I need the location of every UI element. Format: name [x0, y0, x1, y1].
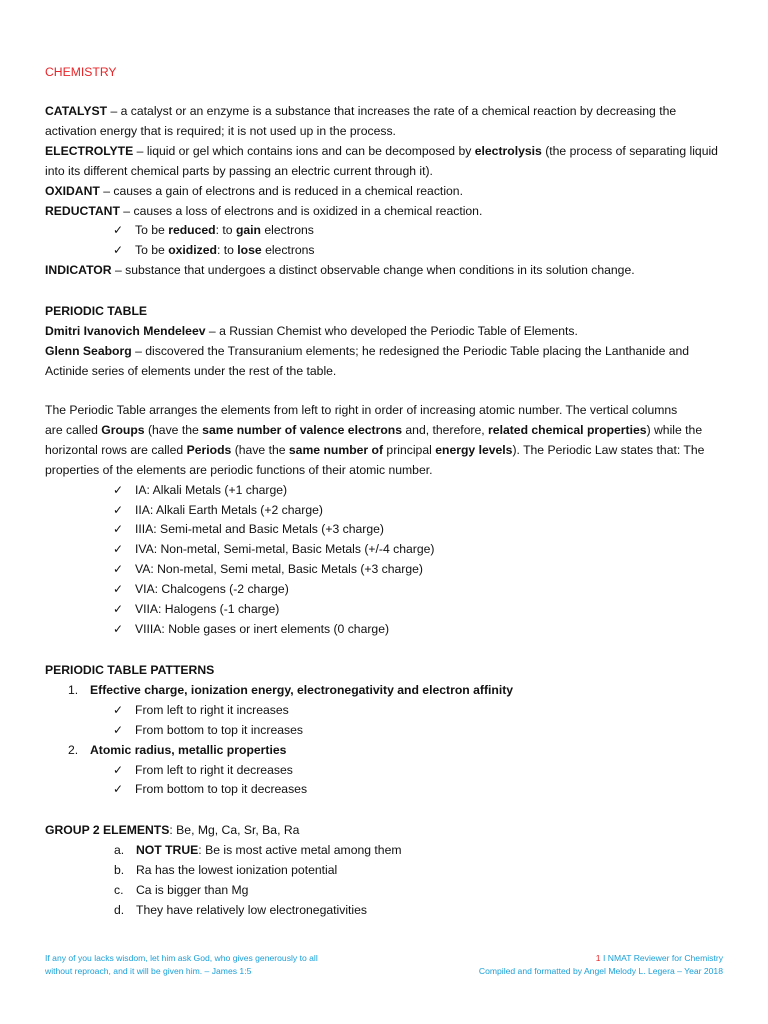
check-icon: ✓ — [113, 223, 124, 238]
seaborg-line-2: Actinide series of elements under the rest of the table. — [45, 363, 337, 378]
group-item: ✓ VIIIA: Noble gases or inert elements (0 charge) — [45, 620, 730, 640]
check-icon: ✓ — [113, 542, 124, 557]
footer-compiled: Compiled and formatted by Angel Melody L. Legera – Year 2018 — [478, 966, 723, 977]
periodic-table-section — [45, 302, 730, 382]
definitions-section — [45, 102, 730, 281]
group-item: ✓ VA: Non-metal, Semi metal, Basic Metals (+3 charge) — [45, 560, 730, 580]
check-icon: ✓ — [113, 482, 124, 497]
check-icon: ✓ — [113, 562, 124, 577]
catalyst-line-2: activation energy that is required; it is not used up in the process. — [45, 123, 396, 138]
electrolyte-line-1: ELECTROLYTE – liquid or gel which contains ions and can be decomposed by electrolysis (the process of separating liquid — [45, 143, 718, 158]
patterns-heading: PERIODIC TABLE PATTERNS — [45, 663, 215, 677]
group2-item-a: a. NOT TRUE: Be is most active metal among them — [114, 842, 402, 857]
catalyst-term: CATALYST — [45, 104, 108, 118]
group2-item-c: c. Ca is bigger than Mg — [114, 882, 249, 897]
paragraph-line-1: The Periodic Table arranges the elements from left to right in order of increasing atomic number. The vertical columns — [45, 403, 678, 417]
reductant-line: REDUCTANT – causes a loss of electrons and is oxidized in a chemical reaction. — [45, 203, 483, 218]
check-item-oxidized: ✓ To be oxidized: to lose electrons — [45, 241, 730, 261]
check-icon: ✓ — [113, 722, 124, 737]
group-item: ✓ IA: Alkali Metals (+1 charge) — [45, 481, 730, 501]
check-icon: ✓ — [113, 702, 124, 717]
seaborg-line-1: Glenn Seaborg – discovered the Transuranium elements; he redesigned the Periodic Table placing the Lanthanide and — [45, 343, 690, 358]
catalyst-line-1: CATALYST – a catalyst or an enzyme is a substance that increases the rate of a chemical reaction by decreasing the — [45, 104, 677, 118]
pattern-sub-item: ✓ From left to right it increases — [45, 701, 730, 721]
pattern-sub-item: ✓ From left to right it decreases — [45, 761, 730, 781]
patterns-section — [45, 661, 730, 800]
doc-title: NMAT Reviewer for Chemistry — [607, 953, 723, 963]
group2-section — [45, 821, 730, 921]
footer-page-line: 1 I NMAT Reviewer for Chemistry — [595, 953, 723, 963]
paragraph-line-2: are called Groups (have the same number of valence electrons and, therefore, related chemical properties) while the — [45, 422, 703, 437]
pattern-item-2: 2. Atomic radius, metallic properties — [68, 742, 287, 757]
group-item: ✓ VIA: Chalcogens (-2 charge) — [45, 580, 730, 600]
check-item-reduced: ✓ To be reduced: to gain electrons — [45, 221, 730, 241]
periodic-heading: PERIODIC TABLE — [45, 304, 148, 318]
group2-heading: GROUP 2 ELEMENTS: Be, Mg, Ca, Sr, Ba, Ra — [45, 823, 300, 837]
check-icon: ✓ — [113, 243, 124, 258]
oxidant-term: OXIDANT — [45, 183, 100, 198]
page-number: 1 — [595, 953, 601, 963]
footer-info — [403, 952, 723, 978]
group-item: ✓ VIIA: Halogens (-1 charge) — [45, 600, 730, 620]
group2-item-b: b. Ra has the lowest ionization potential — [114, 862, 338, 877]
check-icon: ✓ — [113, 762, 124, 777]
indicator-line: INDICATOR – substance that undergoes a distinct observable change when conditions in its solution change. — [45, 263, 635, 278]
reductant-term: REDUCTANT — [45, 203, 120, 218]
footer-verse: If any of you lacks wisdom, let him ask God, who gives generously to all without reproach, and it will be given him. – James 1:5 — [45, 953, 318, 977]
check-icon: ✓ — [113, 602, 124, 617]
group2-item-d: d. They have relatively low electronegativities — [114, 902, 367, 917]
electrolyte-line-2: into its different chemical parts by passing an electric current through it). — [45, 163, 433, 178]
electrolyte-term: ELECTROLYTE — [45, 143, 134, 158]
check-icon: ✓ — [113, 522, 124, 537]
check-icon: ✓ — [113, 621, 124, 636]
paragraph-line-4: properties of the elements are periodic functions of their atomic number. — [45, 462, 433, 477]
check-icon: ✓ — [113, 582, 124, 597]
oxidant-line: OXIDANT – causes a gain of electrons and is reduced in a chemical reaction. — [45, 183, 463, 198]
check-icon: ✓ — [113, 782, 124, 797]
pattern-sub-item: ✓ From bottom to top it increases — [45, 721, 730, 741]
paragraph-line-3: horizontal rows are called Periods (have the same number of principal energy levels). The Periodic Law states that: The — [45, 442, 705, 457]
pattern-sub-item: ✓ From bottom to top it decreases — [45, 780, 730, 800]
group-item: ✓ IVA: Non-metal, Semi-metal, Basic Metals (+/-4 charge) — [45, 540, 730, 560]
group-item: ✓ IIA: Alkali Earth Metals (+2 charge) — [45, 501, 730, 521]
pattern-item-1: 1. Effective charge, ionization energy, electronegativity and electron affinity — [68, 682, 514, 697]
check-icon: ✓ — [113, 502, 124, 517]
mendeleev-line: Dmitri Ivanovich Mendeleev – a Russian Chemist who developed the Periodic Table of Elements. — [45, 323, 578, 338]
periodic-paragraph — [45, 401, 730, 640]
group-item: ✓ IIIA: Semi-metal and Basic Metals (+3 charge) — [45, 520, 730, 540]
page-title: CHEMISTRY — [45, 65, 117, 79]
indicator-term: INDICATOR — [45, 263, 112, 278]
